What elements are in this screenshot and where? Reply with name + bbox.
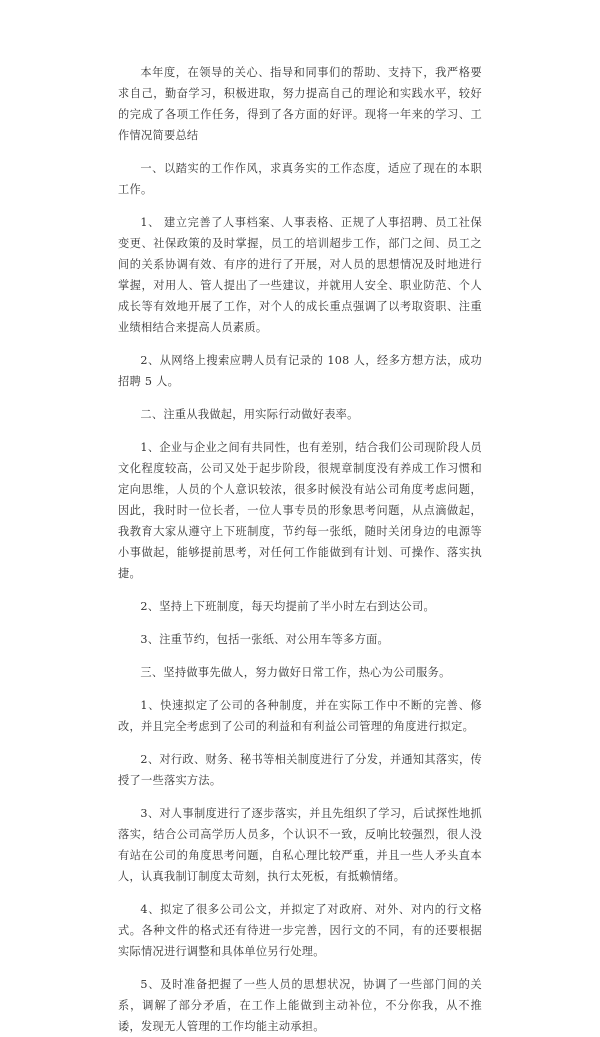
section-heading-2: 二、注重从我做起，用实际行动做好表率。 xyxy=(140,408,359,421)
section-3-item-4: 4、拟定了很多公司公文，并拟定了对政府、对外、对内的行文格式。各种文件的格式还有待进一步完善，因行文的不同，有的还要根据实际情况进行调整和具体单位另行处理。 xyxy=(118,903,482,958)
section-1-item-2: 2、从网络上搜索应聘人员有记录的 108 人，经多方想方法，成功招聘 5 人。 xyxy=(118,354,482,388)
section-2-item-3: 3、注重节约，包括一张纸、对公用车等多方面。 xyxy=(140,633,390,646)
section-1-item-1: 1、 建立完善了人事档案、人事表格、正规了人事招聘、员工社保变更、社保政策的及时掌握，员工的培训超步工作，部门之间、员工之间的关系协调有效、有序的进行了开展，对人员的思想情况及时地进行掌握，对用人、管人提出了一些建议，并就用人安全、职业防范、个人成长等有效地开展了工作，对个人的成长重点强调了以考取资职、注重业绩相结合来提高人员素质。 xyxy=(118,216,482,334)
section-3-item-2: 2、对行政、财务、秘书等相关制度进行了分发，并通知其落实，传授了一些落实方法。 xyxy=(118,753,482,787)
section-3-item-5: 5、及时准备把握了一些人员的思想状况，协调了一些部门间的关系，调解了部分矛盾，在工作上能做到主动补位，不分你我，从不推诿，发现无人管理的工作均能主动承担。 xyxy=(118,978,482,1033)
section-heading-3: 三、坚持做事先做人，努力做好日常工作，热心为公司服务。 xyxy=(140,666,451,679)
section-heading-1: 一、以踏实的工作作风，求真务实的工作态度，适应了现在的本职工作。 xyxy=(118,162,482,196)
section-3-item-3: 3、对人事制度进行了逐步落实，并且先组织了学习，后试探性地抓落实，结合公司高学历人员多，个认识不一致，反响比较强烈，很人没有站在公司的角度思考问题，自私心理比较严重，并且一些人矛头直本人，认真我制订制度太苛刻，执行太死板，有抵赖情绪。 xyxy=(118,807,482,883)
intro-paragraph: 本年度，在领导的关心、指导和同事们的帮助、支持下，我严格要求自己，勤奋学习，积极进取，努力提高自己的理论和实践水平，较好的完成了各项工作任务，得到了各方面的好评。现将一年来的学习、工作情况简要总结 xyxy=(118,66,482,142)
section-2-item-1: 1、企业与企业之间有共同性，也有差别，结合我们公司现阶段人员文化程度较高，公司又处于起步阶段，很规章制度没有养成工作习惯和定向思维，人员的个人意识较浓，很多时候没有站公司角度考虑问题，因此，我时时一位长者，一位人事专员的形象思考问题，从点滴做起，我教育大家从遵守上下班制度，节约每一张纸，随时关闭身边的电源等小事做起，能够提前思考，对任何工作能做到有计划、可操作、落实执捷。 xyxy=(118,441,482,580)
section-3-item-1: 1、快速拟定了公司的各种制度，并在实际工作中不断的完善、修改，并且完全考虑到了公司的利益和有利益公司管理的角度进行拟定。 xyxy=(118,699,482,733)
section-2-item-2: 2、坚持上下班制度，每天均提前了半小时左右到达公司。 xyxy=(140,600,435,613)
